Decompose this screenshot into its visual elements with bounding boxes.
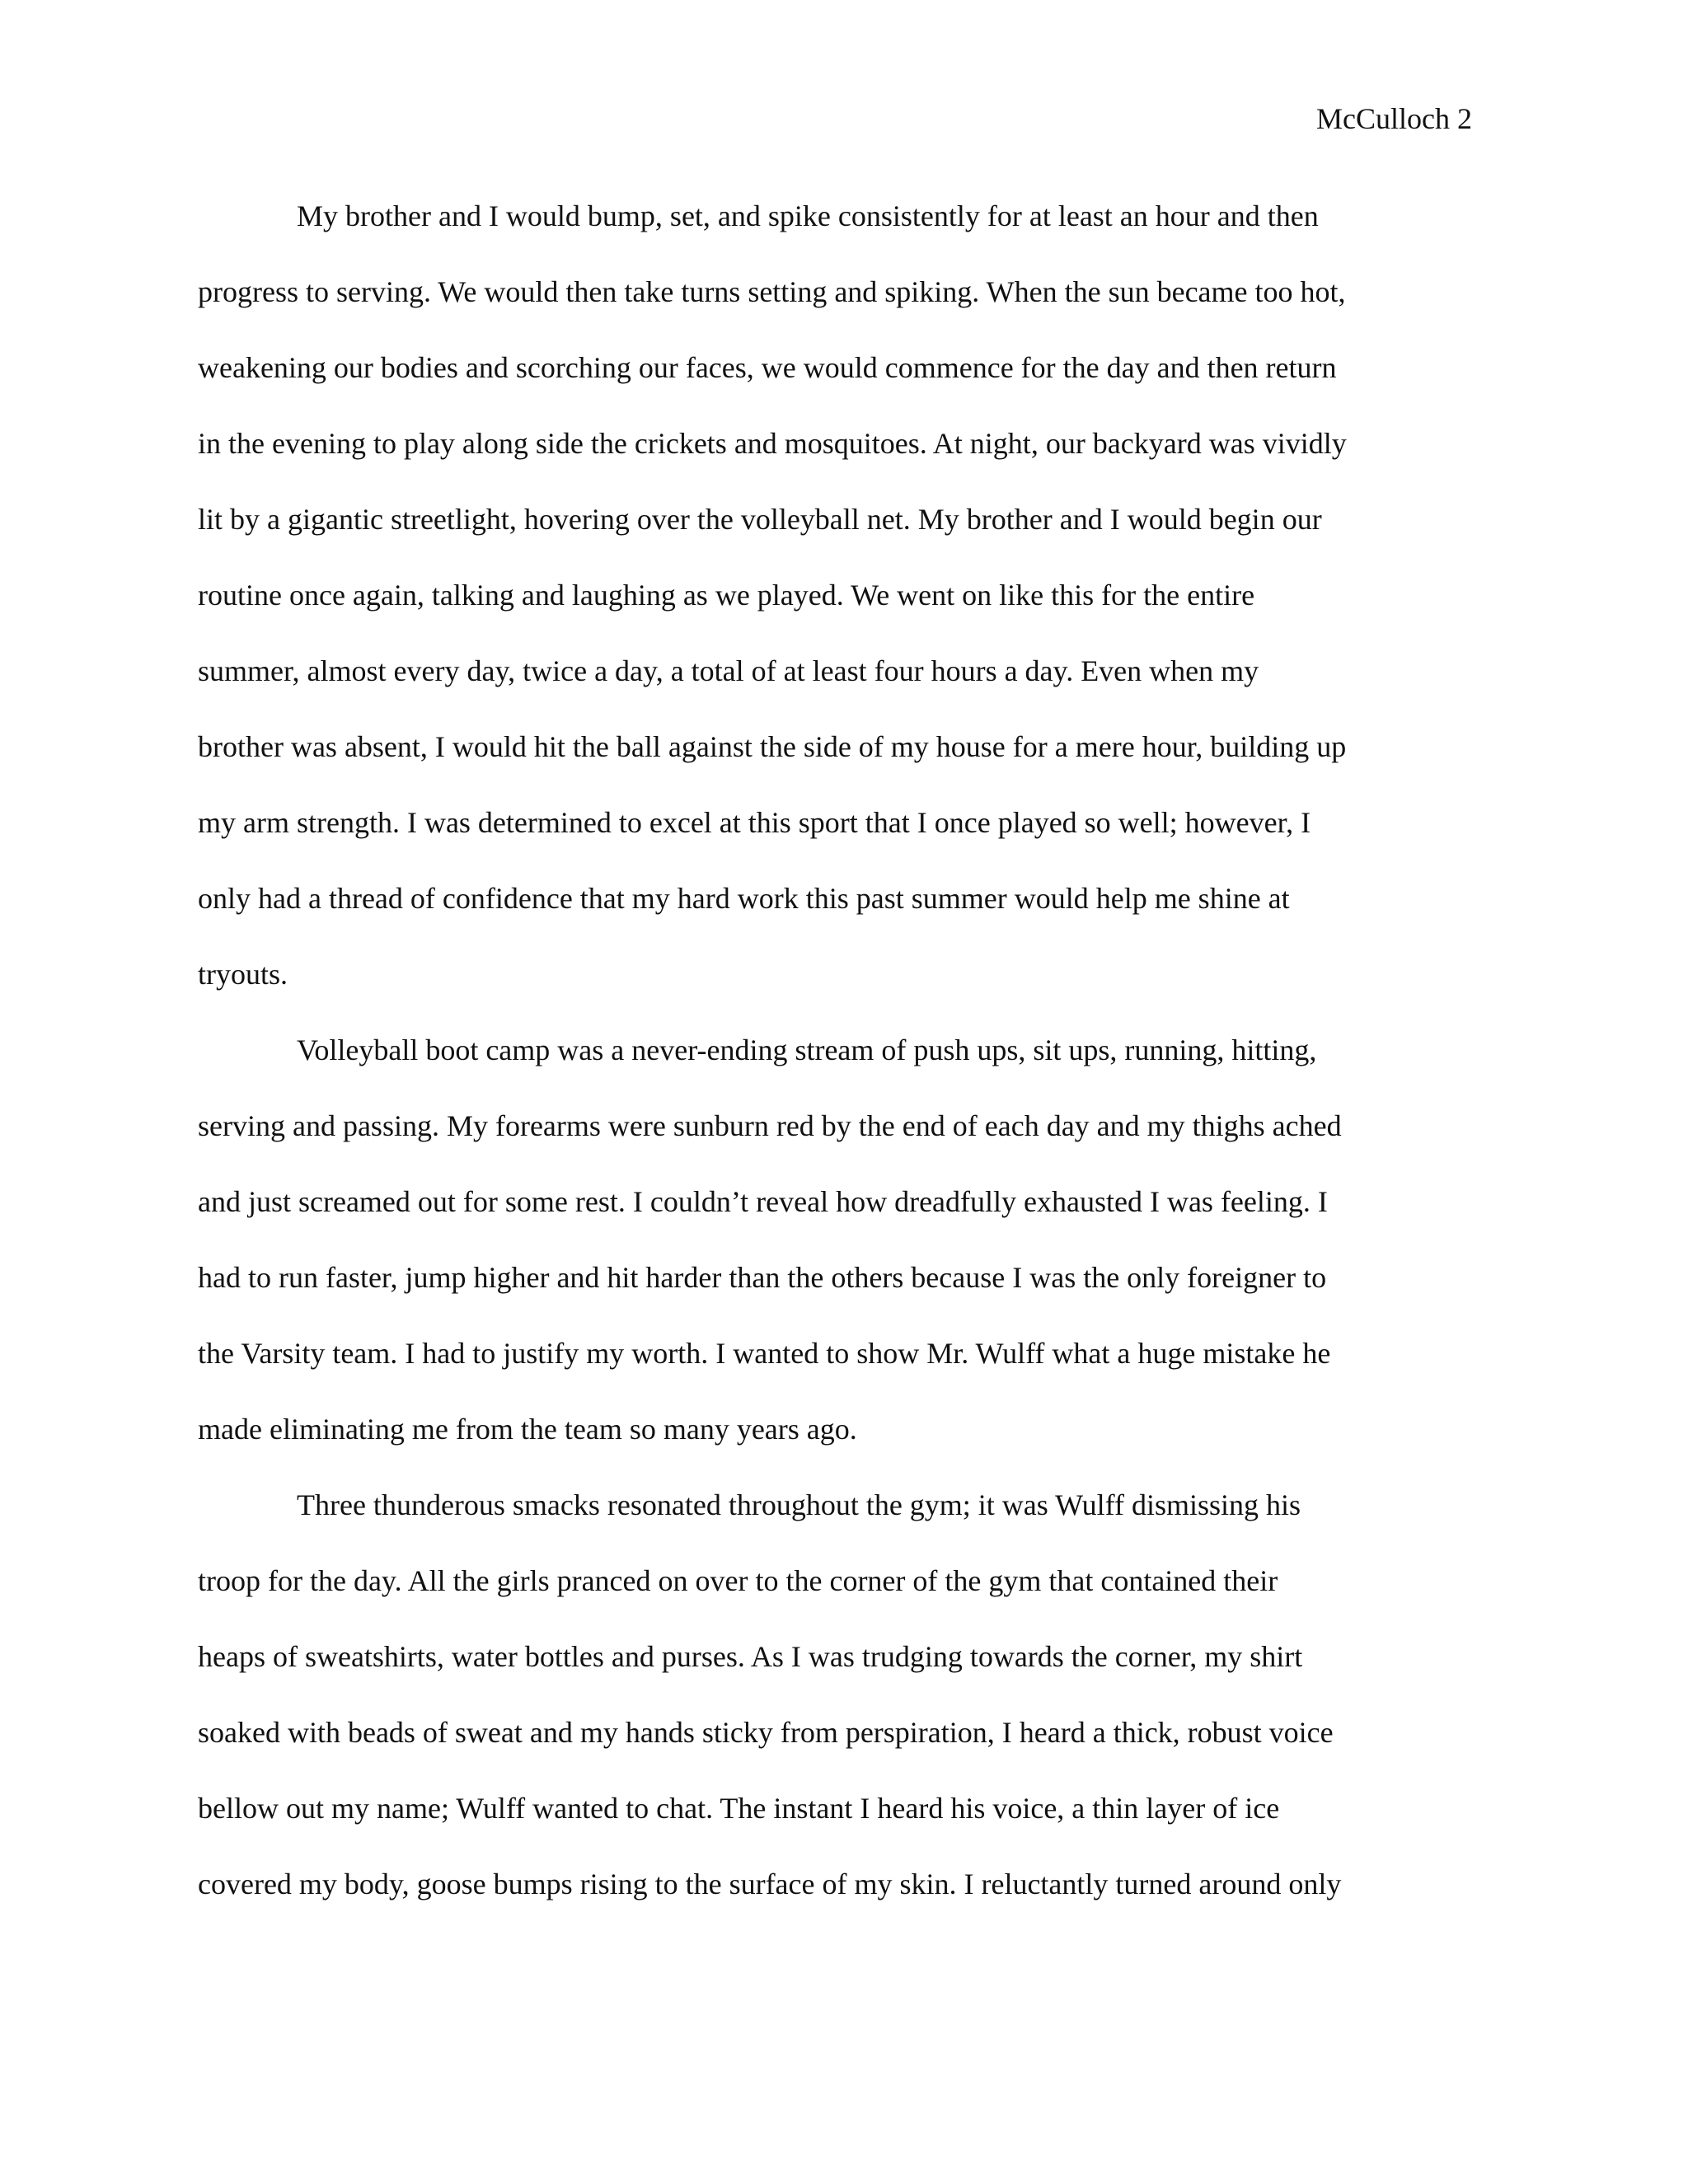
text-line: brother was absent, I would hit the ball against the side of my house for a mere hour, building up [198, 730, 1347, 763]
text-line: Volleyball boot camp was a never-ending stream of push ups, sit ups, running, hitting, [297, 1033, 1317, 1066]
running-head: McCulloch 2 [1316, 102, 1472, 135]
text-line: Three thunderous smacks resonated throughout the gym; it was Wulff dismissing his [297, 1488, 1301, 1521]
text-line: serving and passing. My forearms were sunburn red by the end of each day and my thighs ached [198, 1109, 1342, 1142]
text-line: only had a thread of confidence that my hard work this past summer would help me shine at [198, 882, 1290, 915]
text-line: bellow out my name; Wulff wanted to chat. The instant I heard his voice, a thin layer of ice [198, 1792, 1280, 1825]
text-line: soaked with beads of sweat and my hands sticky from perspiration, I heard a thick, robust voice [198, 1716, 1334, 1749]
text-line: routine once again, talking and laughing as we played. We went on like this for the entire [198, 579, 1255, 612]
paragraph [198, 198, 1484, 1032]
text-line: troop for the day. All the girls pranced on over to the corner of the gym that contained their [198, 1564, 1278, 1597]
text-line: covered my body, goose bumps rising to the surface of my skin. I reluctantly turned around only [198, 1868, 1342, 1900]
paragraph [198, 1487, 1484, 1942]
text-line: My brother and I would bump, set, and spike consistently for at least an hour and then [297, 199, 1319, 232]
text-line: had to run faster, jump higher and hit harder than the others because I was the only foreigner to [198, 1261, 1327, 1294]
body-text [198, 198, 1484, 1942]
text-line: tryouts. [198, 958, 288, 991]
text-line: summer, almost every day, twice a day, a total of at least four hours a day. Even when my [198, 654, 1259, 687]
text-line: heaps of sweatshirts, water bottles and purses. As I was trudging towards the corner, my shirt [198, 1640, 1303, 1673]
text-line: weakening our bodies and scorching our faces, we would commence for the day and then return [198, 351, 1337, 384]
text-line: my arm strength. I was determined to excel at this sport that I once played so well; however, I [198, 806, 1311, 839]
text-line: progress to serving. We would then take turns setting and spiking. When the sun became too hot, [198, 275, 1346, 308]
text-line: made eliminating me from the team so many years ago. [198, 1413, 857, 1446]
text-line: in the evening to play along side the crickets and mosquitoes. At night, our backyard was vividly [198, 427, 1347, 460]
text-line: lit by a gigantic streetlight, hovering over the volleyball net. My brother and I would begin our [198, 503, 1322, 536]
text-line: the Varsity team. I had to justify my worth. I wanted to show Mr. Wulff what a huge mistake he [198, 1337, 1331, 1370]
paragraph [198, 1032, 1484, 1487]
text-line: and just screamed out for some rest. I couldn’t reveal how dreadfully exhausted I was feeling. I [198, 1185, 1328, 1218]
